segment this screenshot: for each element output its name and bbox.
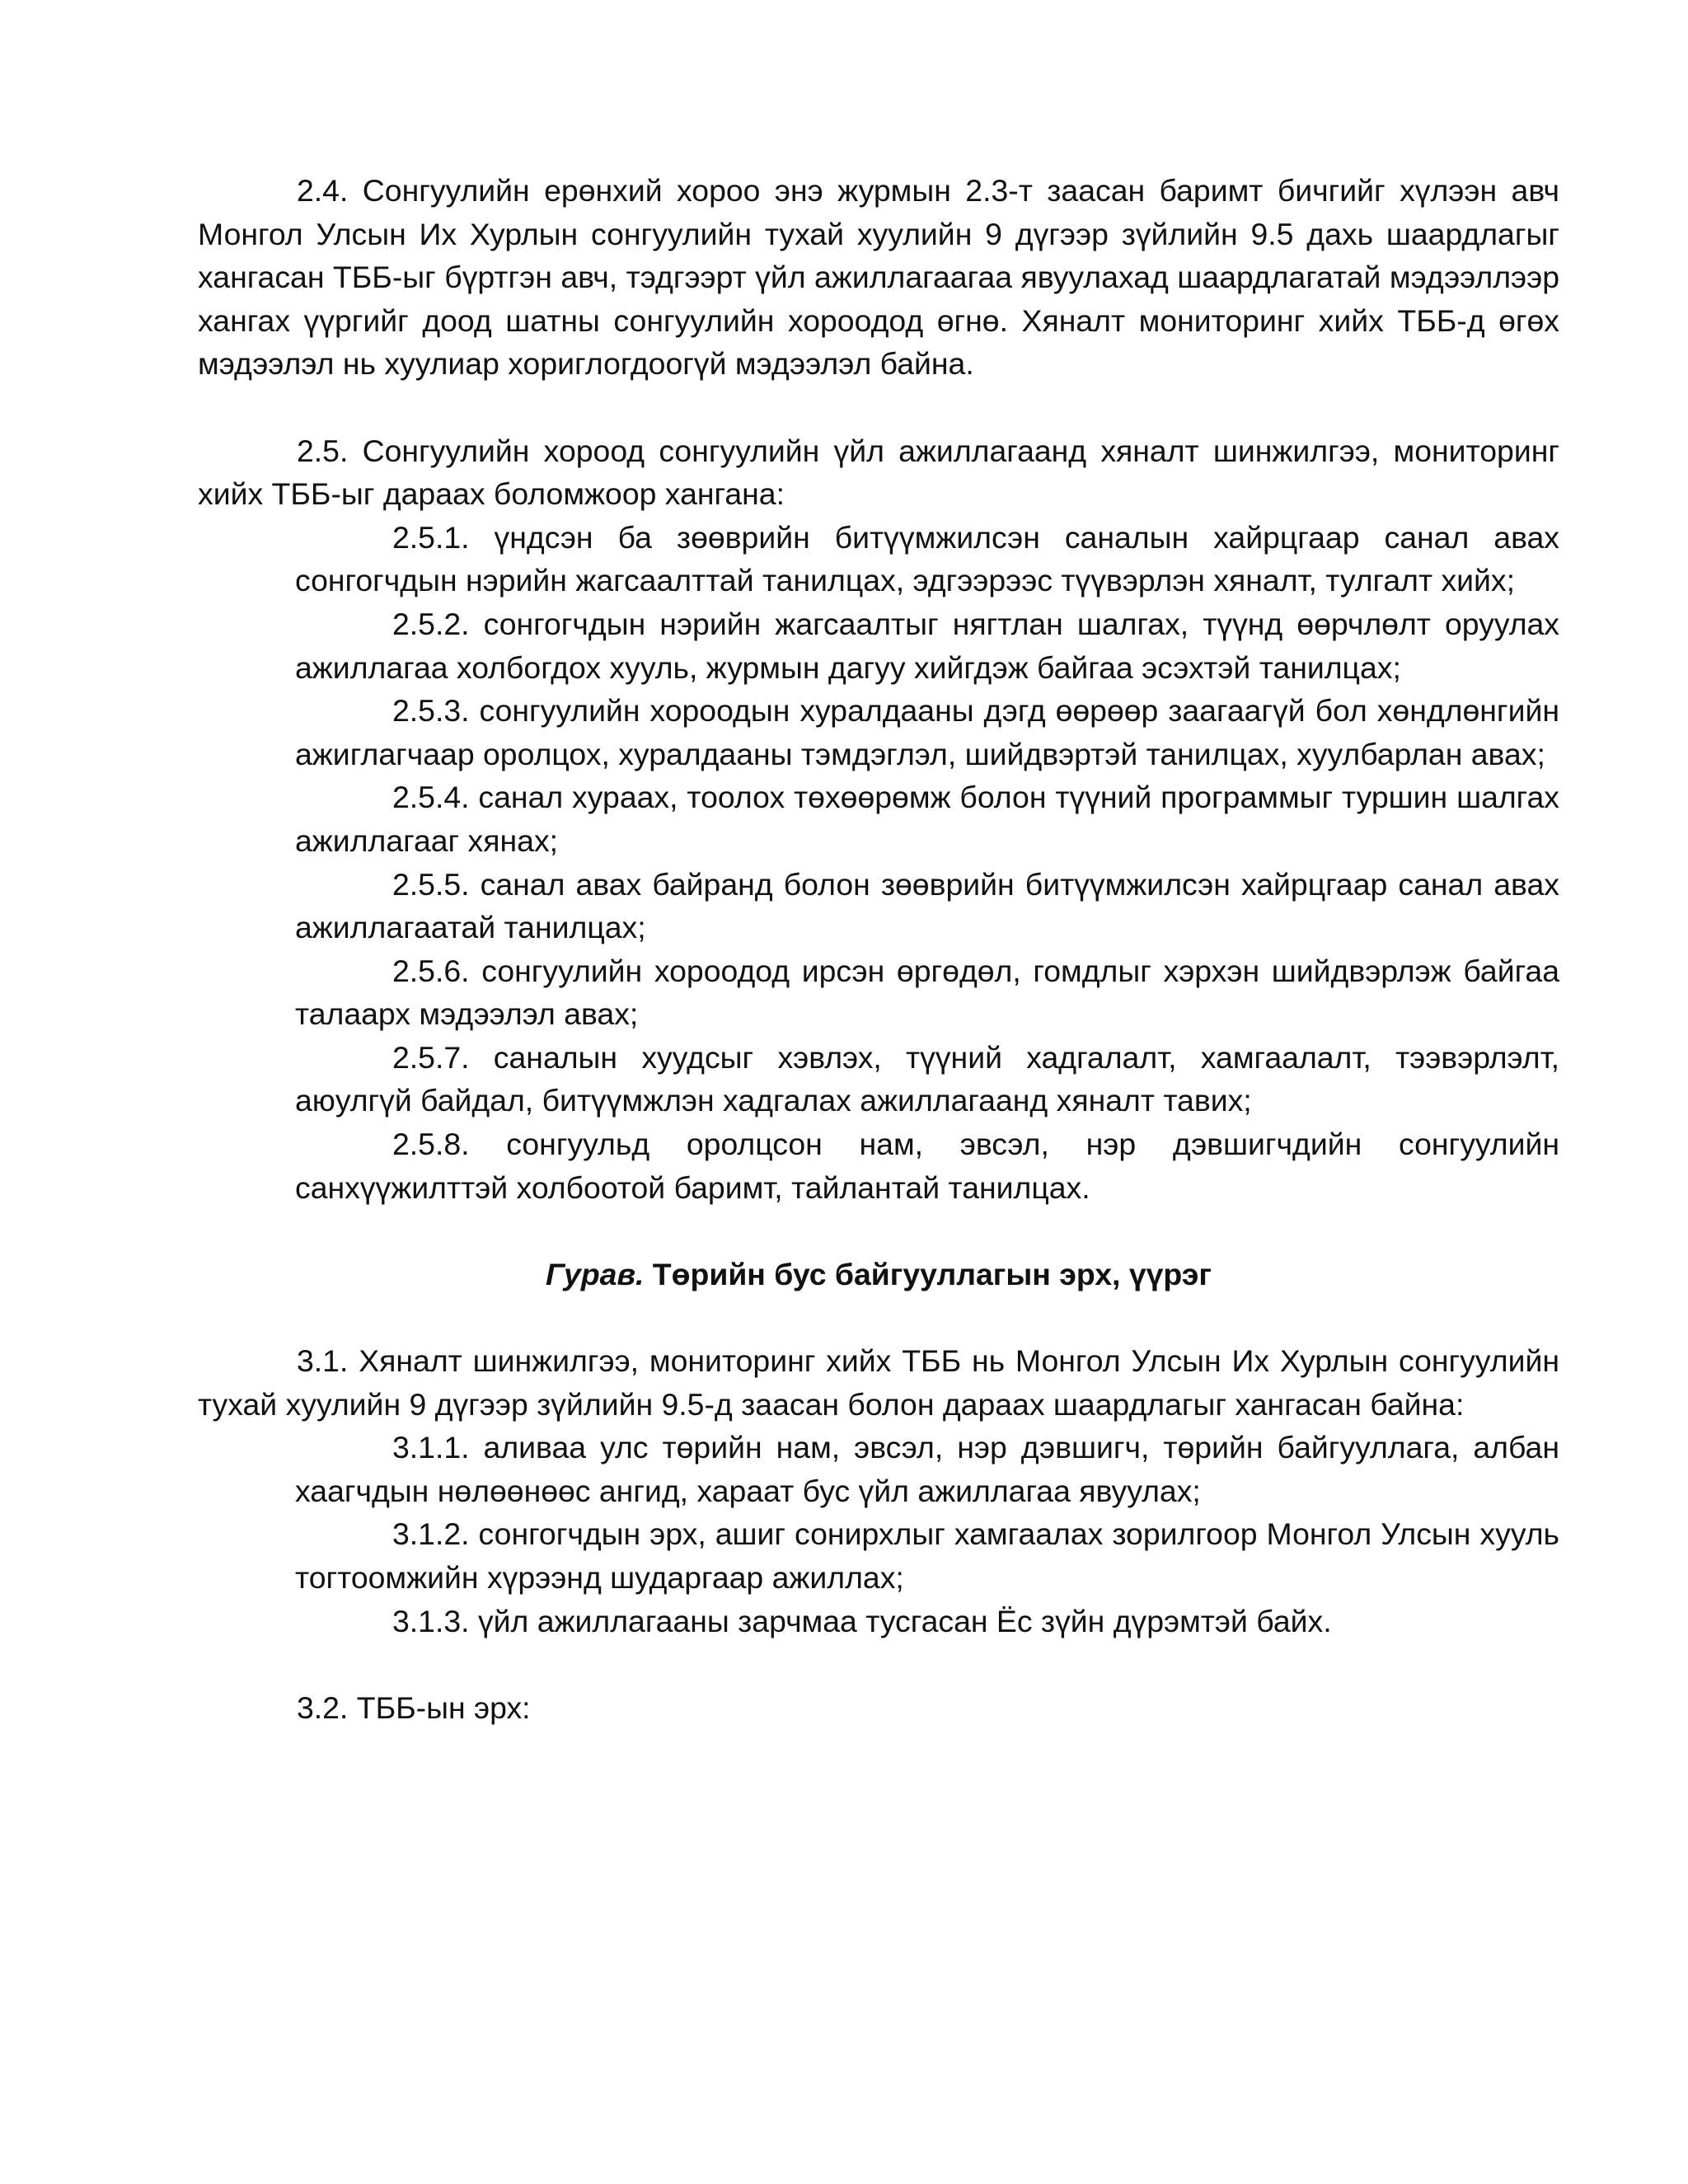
spacer <box>198 1643 1559 1686</box>
list-item-2-5-4: 2.5.4. санал хураах, тоолох төхөөрөмж болон түүний программыг туршин шалгах ажиллагааг хянах; <box>295 780 1559 858</box>
list-item-3-1-3: 3.1.3. үйл ажиллагааны зарчмаа тусгасан Ёс зүйн дүрэмтэй байх. <box>392 1603 1332 1638</box>
section-heading <box>198 1253 1559 1296</box>
document-page <box>198 169 1559 1729</box>
list-item-2-5-7: 2.5.7. саналын хуудсыг хэвлэх, түүний хадгалалт, хамгаалалт, тээвэрлэлт, аюулгүй байдал, битүүмжлэн хадгалах ажиллагаанд хяналт тавих; <box>295 1039 1559 1118</box>
section-title: Төрийн бус байгууллагын эрх, үүрэг <box>644 1256 1212 1291</box>
list-item-2-5-8: 2.5.8. сонгуульд оролцсон нам, эвсэл, нэр дэвшигчдийн сонгуулийн санхүүжилттэй холбоотой баримт, тайлантай танилцах. <box>295 1127 1559 1205</box>
paragraph-3-1: 3.1. Хяналт шинжилгээ, мониторинг хийх ТББ нь Монгол Улсын Их Хурлын сонгуулийн тухай хуулийн 9 дүгээр зүйлийн 9.5-д заасан болон дараах шаардлагыг хангасан байна: <box>198 1343 1559 1422</box>
spacer <box>198 386 1559 429</box>
paragraph-2-4: 2.4. Сонгуулийн ерөнхий хороо энэ журмын 2.3-т заасан баримт бичгийг хүлээн авч Монгол Улсын Их Хурлын сонгуулийн тухай хуулийн 9 дүгээр зүйлийн 9.5 дахь шаардлагыг хангасан ТББ-ыг бүртгэн авч, тэдгээрт үйл ажиллагаагаа явуулахад шаардлагатай мэдээллээр хангах үүргийг доод шатны сонгуулийн хороодод өгнө. Хяналт мониторинг хийх ТББ-д өгөх мэдээлэл нь хуулиар хориглогдоогүй мэдээлэл байна. <box>198 173 1559 382</box>
list-item-2-5-3: 2.5.3. сонгуулийн хороодын хуралдааны дэгд өөрөөр заагаагүй бол хөндлөнгийн ажиглагчаар оролцох, хуралдааны тэмдэглэл, шийдвэртэй танилцах, хуулбарлан авах; <box>295 693 1559 771</box>
section-number: Гурав. <box>546 1256 645 1291</box>
list-item-2-5-1: 2.5.1. үндсэн ба зөөврийн битүүмжилсэн саналын хайрцгаар санал авах сонгогчдын нэрийн жагсаалттай танилцах, эдгээрээс түүвэрлэн хяналт, тулгалт хийх; <box>295 519 1559 598</box>
paragraph-2-5: 2.5. Сонгуулийн хороод сонгуулийн үйл ажиллагаанд хяналт шинжилгээ, мониторинг хийх ТББ-ыг дараах боломжоор хангана: <box>198 433 1559 512</box>
spacer <box>198 1296 1559 1339</box>
spacer <box>198 1209 1559 1253</box>
list-item-2-5-6: 2.5.6. сонгуулийн хороодод ирсэн өргөдөл, гомдлыг хэрхэн шийдвэрлэж байгаа талаарх мэдээлэл авах; <box>295 953 1559 1032</box>
paragraph-3-2: 3.2. ТББ-ын эрх: <box>297 1690 531 1725</box>
list-item-2-5-5: 2.5.5. санал авах байранд болон зөөврийн битүүмжилсэн хайрцгаар санал авах ажиллагаатай танилцах; <box>295 866 1559 945</box>
list-item-3-1-1: 3.1.1. аливаа улс төрийн нам, эвсэл, нэр дэвшигч, төрийн байгууллага, албан хаагчдын нөлөөнөөс ангид, хараат бус үйл ажиллагаа явуулах; <box>295 1430 1559 1508</box>
list-item-2-5-2: 2.5.2. сонгогчдын нэрийн жагсаалтыг нягтлан шалгах, түүнд өөрчлөлт оруулах ажиллагаа холбогдох хууль, журмын дагуу хийгдэж байгаа эсэхтэй танилцах; <box>295 606 1559 685</box>
list-item-3-1-2: 3.1.2. сонгогчдын эрх, ашиг сонирхлыг хамгаалах зорилгоор Монгол Улсын хууль тогтоомжийн хүрээнд шударгаар ажиллах; <box>295 1516 1559 1595</box>
